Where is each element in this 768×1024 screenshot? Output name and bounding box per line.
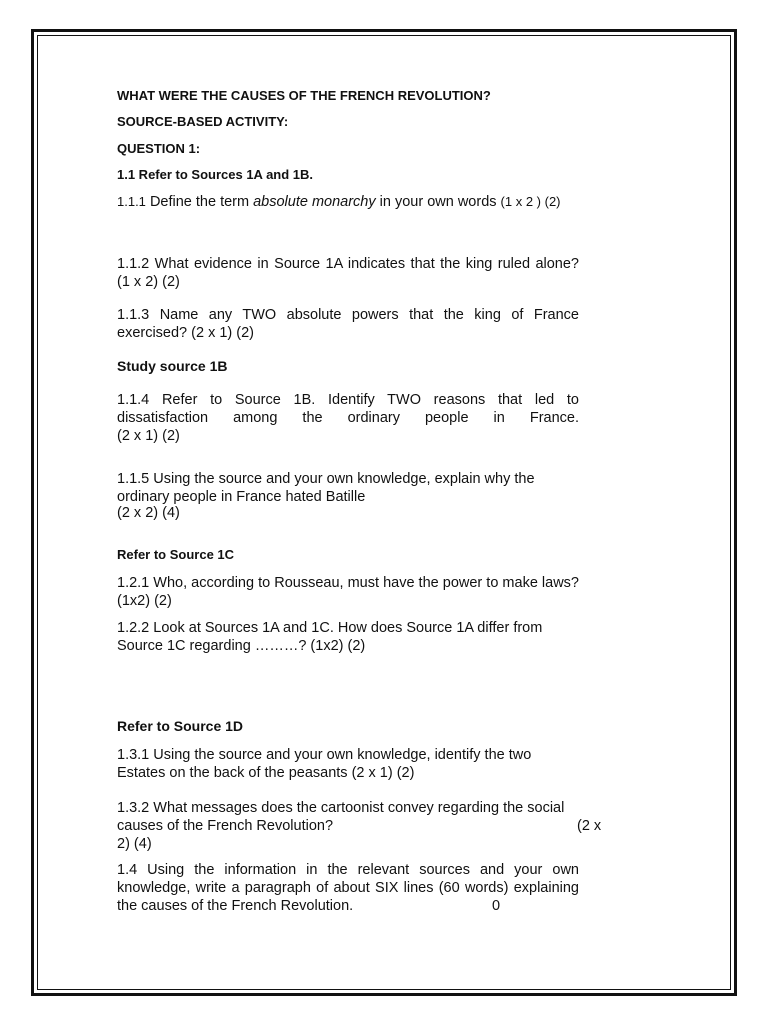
question-1-3-2-marks-end: 2) (4) xyxy=(117,836,152,852)
study-source-1b-heading: Study source 1B xyxy=(117,358,228,374)
question-text-end: in your own words xyxy=(375,194,501,210)
question-1-3-2: 1.3.2 What messages does the cartoonist convey regarding the social causes of the French Revolution? xyxy=(117,800,565,834)
question-1-1-3: 1.1.3 Name any TWO absolute powers that the king of France exercised? (2 x 1) (2) xyxy=(117,307,579,341)
worksheet-title: WHAT WERE THE CAUSES OF THE FRENCH REVOLUTION? xyxy=(117,88,491,103)
question-text: Define the term xyxy=(145,194,254,210)
question-1-2-2: 1.2.2 Look at Sources 1A and 1C. How does Source 1A differ from Source 1C regarding ………? (1x2) (2) xyxy=(117,620,543,654)
question-1-1-5: 1.1.5 Using the source and your own knowledge, explain why the ordinary people in France hated Batille xyxy=(117,471,535,505)
section-1-1-heading: 1.1 Refer to Sources 1A and 1B. xyxy=(117,167,314,182)
question-1-4: 1.4 Using the information in the relevant sources and your own knowledge, write a paragraph of about SIX lines (60 words) explaining the causes of the French Revolution. xyxy=(117,862,579,914)
key-term: absolute monarchy xyxy=(253,194,376,210)
question-1-1-2: 1.1.2 What evidence in Source 1A indicates that the king ruled alone? (1 x 2) (2) xyxy=(117,256,579,290)
refer-source-1c-heading: Refer to Source 1C xyxy=(117,547,235,562)
question-1-1-5-marks: (2 x 2) (4) xyxy=(117,505,180,521)
refer-source-1d-heading: Refer to Source 1D xyxy=(117,718,244,734)
question-1-1-4: 1.1.4 Refer to Source 1B. Identify TWO reasons that led to dissatisfaction among the ordinary people in France. xyxy=(117,392,579,426)
activity-heading: SOURCE-BASED ACTIVITY: xyxy=(117,114,289,129)
question-1-3-2-marks-start: (2 x xyxy=(577,818,602,834)
question-1-1-4-marks: (2 x 1) (2) xyxy=(117,428,180,444)
question-1-2-1: 1.2.1 Who, according to Rousseau, must have the power to make laws? (1x2) (2) xyxy=(117,575,579,609)
question-number: 1.1.1 xyxy=(117,194,146,209)
question-1-4-marks: 0 xyxy=(492,898,501,914)
question-heading: QUESTION 1: xyxy=(117,141,201,156)
question-1-1-1 xyxy=(117,194,579,210)
marks: (1 x 2 ) (2) xyxy=(500,194,561,209)
question-1-3-1: 1.3.1 Using the source and your own knowledge, identify the two Estates on the back of the peasants (2 x 1) (2) xyxy=(117,747,532,781)
